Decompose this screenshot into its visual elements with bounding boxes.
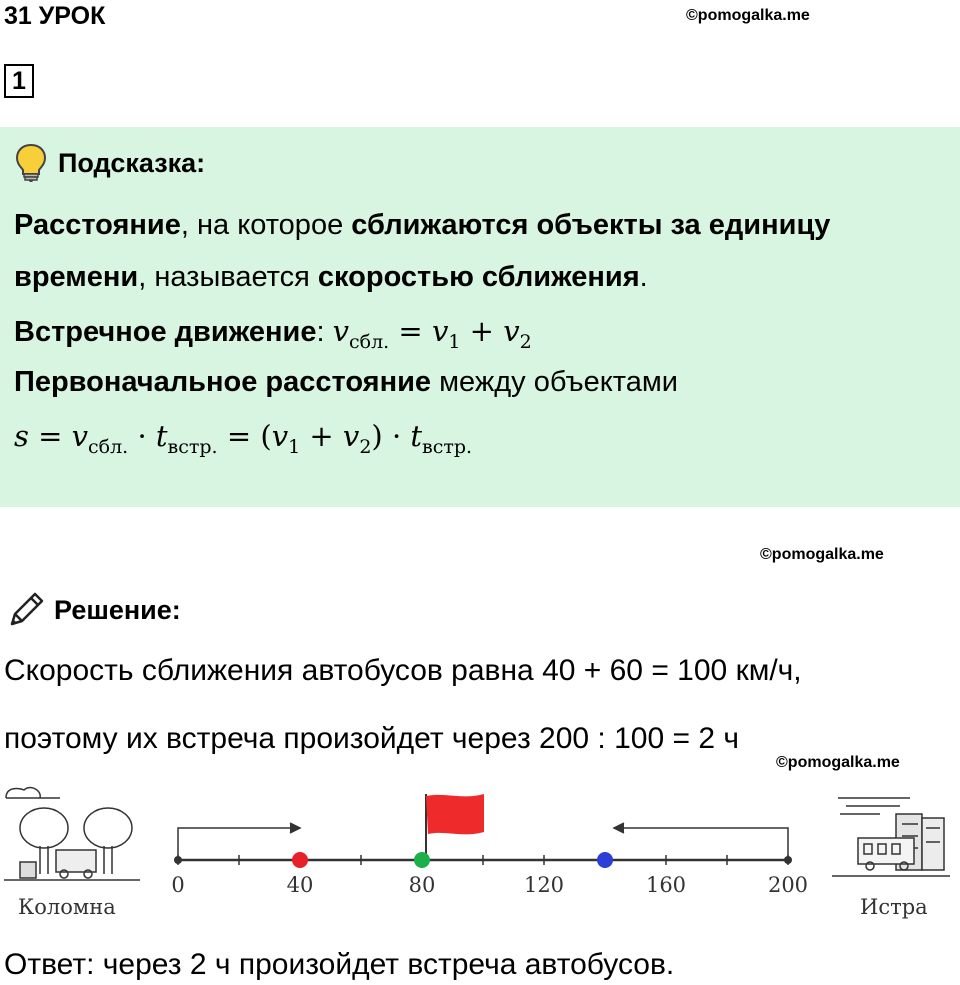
tick-label: 120 [523, 873, 565, 897]
red-marker [292, 852, 308, 868]
solution-title: Решение: [54, 594, 181, 625]
end-town-label: Истра [860, 895, 928, 919]
answer: Ответ: через 2 ч произойдет встреча автобусов. [4, 948, 675, 981]
term-distance: Расстояние [14, 209, 181, 241]
term-approach: сближаются объекты за единицу [351, 209, 831, 241]
solution-line-2: поэтому их встреча произойдет через 200 : 100 = 2 ч [4, 722, 739, 755]
number-line-diagram [0, 784, 960, 924]
term-head-on: Встречное движение [14, 316, 317, 348]
endpoint-dot [784, 856, 792, 864]
tick-label: 160 [645, 873, 687, 897]
tick-label: 80 [408, 873, 436, 897]
pencil-icon [6, 590, 46, 630]
lightbulb-icon [14, 143, 48, 183]
solution-heading [6, 590, 181, 630]
formula-distance: $s = v_{сбл.} \cdot t_{встр.} = (v_1 + v_2) \cdot t_{встр.}$ [14, 419, 473, 458]
hint-line-1 [14, 207, 830, 243]
hint-text: . [639, 261, 648, 293]
hint-heading [14, 143, 205, 183]
flag-icon [426, 794, 484, 860]
lesson-title: 31 УРОК [4, 2, 106, 30]
hint-line-2 [14, 259, 648, 295]
blue-marker [597, 852, 613, 868]
formula-approach-speed: $v_{сбл.} = v_1 + v_2$ [332, 314, 532, 353]
term-initial-distance: Первоначальное расстояние [14, 366, 432, 398]
hint-title: Подсказка: [58, 147, 206, 178]
watermark: ©pomogalka.me [686, 7, 810, 24]
solution-line-1: Скорость сближения автобусов равна 40 + 60 = 100 км/ч, [4, 654, 802, 687]
hint-text: : [316, 316, 333, 348]
term-approach-speed: скоростью сближения [317, 261, 640, 293]
tick-label: 40 [286, 873, 314, 897]
hint-text: , называется [138, 261, 318, 293]
hint-line-3 [14, 313, 532, 360]
hint-line-5 [14, 418, 472, 465]
tick-label: 200 [767, 873, 809, 897]
kolomna-illustration [4, 788, 140, 880]
green-marker [414, 852, 430, 868]
task-number: 1 [4, 64, 34, 98]
hint-line-4 [14, 364, 678, 400]
endpoint-dot [174, 856, 182, 864]
tick-label: 0 [171, 873, 185, 897]
term-time: времени [14, 261, 139, 293]
hint-text: , на которое [180, 209, 352, 241]
arrow-right-icon [178, 823, 300, 860]
start-town-label: Коломна [18, 895, 116, 919]
watermark: ©pomogalka.me [776, 754, 900, 771]
arrow-left-icon [614, 823, 788, 860]
hint-text: между объектами [431, 366, 678, 398]
watermark: ©pomogalka.me [760, 546, 884, 563]
istra-illustration [832, 798, 950, 876]
